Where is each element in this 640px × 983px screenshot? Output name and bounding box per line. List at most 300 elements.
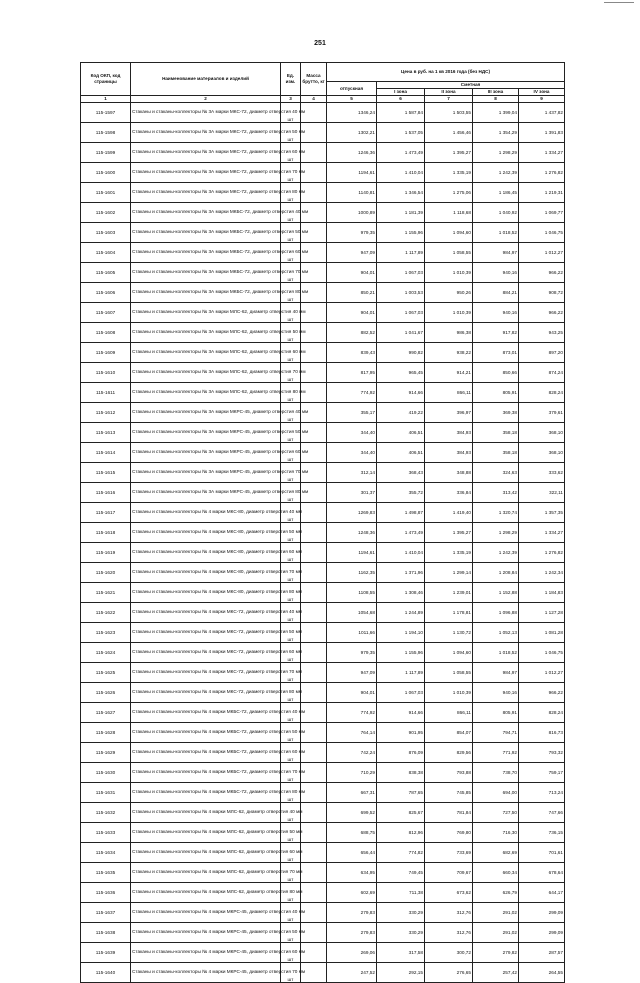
row-zone-4-price: 1 012,27 (519, 243, 565, 263)
row-zone-4-price: 1 127,28 (519, 603, 565, 623)
row-code: 115-1637 (81, 903, 131, 923)
row-unit: шт (281, 903, 301, 923)
row-zone-2-price: 396,97 (425, 403, 473, 423)
row-release-price: 764,14 (327, 723, 377, 743)
row-name: Стаканы и стаканы-коллекторы № 3А марки МКРС-45, диаметр отверстия 80 мм (131, 483, 281, 503)
table-row (81, 123, 565, 143)
row-name: Стаканы и стаканы-коллекторы № 4 марки МКБС-72, диаметр отверстия 60 мм (131, 743, 281, 763)
row-code: 115-1614 (81, 443, 131, 463)
row-zone-4-price: 644,17 (519, 883, 565, 903)
row-zone-4-price: 736,15 (519, 823, 565, 843)
row-zone-3-price: 1 096,88 (473, 603, 519, 623)
row-zone-4-price: 1 391,83 (519, 123, 565, 143)
row-zone-4-price: 1 069,77 (519, 203, 565, 223)
row-unit: шт (281, 683, 301, 703)
row-zone-3-price: 984,97 (473, 663, 519, 683)
row-name: Стаканы и стаканы-коллекторы № 4 марки МКРС-45, диаметр отверстия 70 мм (131, 963, 281, 983)
row-zone-1-price: 914,66 (377, 703, 425, 723)
table-header (81, 63, 565, 103)
header-release-price: отпускная (327, 82, 377, 96)
row-code: 115-1628 (81, 723, 131, 743)
row-code: 115-1633 (81, 823, 131, 843)
table-row (81, 603, 565, 623)
row-code: 115-1610 (81, 363, 131, 383)
row-mass (301, 843, 327, 863)
header-code: Код ОКП, код страницы (81, 63, 131, 96)
row-zone-4-price: 1 242,34 (519, 563, 565, 583)
row-mass (301, 503, 327, 523)
table-row (81, 823, 565, 843)
table-row (81, 883, 565, 903)
row-zone-4-price: 299,09 (519, 923, 565, 943)
row-release-price: 979,35 (327, 223, 377, 243)
row-zone-1-price: 1 067,03 (377, 303, 425, 323)
row-zone-2-price: 793,88 (425, 763, 473, 783)
table-row (81, 583, 565, 603)
row-name: Стаканы и стаканы-коллекторы № 4 марки МКС-72, диаметр отверстия 70 мм (131, 663, 281, 683)
row-zone-4-price: 287,57 (519, 943, 565, 963)
row-unit: шт (281, 703, 301, 723)
row-code: 115-1634 (81, 843, 131, 863)
table-row (81, 563, 565, 583)
row-name: Стаканы и стаканы-коллекторы № 3А марки МЛС-62, диаметр отверстия 80 мм (131, 383, 281, 403)
table-row (81, 503, 565, 523)
row-release-price: 247,52 (327, 963, 377, 983)
row-zone-4-price: 966,22 (519, 263, 565, 283)
row-code: 115-1638 (81, 923, 131, 943)
row-zone-4-price: 713,24 (519, 783, 565, 803)
row-zone-2-price: 1 299,14 (425, 563, 473, 583)
row-mass (301, 583, 327, 603)
row-zone-3-price: 805,91 (473, 703, 519, 723)
row-zone-3-price: 1 152,88 (473, 583, 519, 603)
row-zone-2-price: 348,88 (425, 463, 473, 483)
row-zone-1-price: 1 346,54 (377, 183, 425, 203)
row-zone-2-price: 1 419,40 (425, 503, 473, 523)
row-name: Стаканы и стаканы-коллекторы № 3А марки МКС-72, диаметр отверстия 60 мм (131, 143, 281, 163)
row-unit: шт (281, 723, 301, 743)
table-row (81, 703, 565, 723)
row-zone-4-price: 1 012,27 (519, 663, 565, 683)
row-code: 115-1616 (81, 483, 131, 503)
row-code: 115-1631 (81, 783, 131, 803)
row-name: Стаканы и стаканы-коллекторы № 3А марки МКРС-45, диаметр отверстия 70 мм (131, 463, 281, 483)
row-zone-4-price: 1 357,35 (519, 503, 565, 523)
row-unit: шт (281, 263, 301, 283)
header-zone-1: I зона (377, 89, 425, 96)
row-zone-2-price: 914,21 (425, 363, 473, 383)
row-code: 115-1635 (81, 863, 131, 883)
row-name: Стаканы и стаканы-коллекторы № 3А марки МКРС-45, диаметр отверстия 50 мм (131, 423, 281, 443)
row-code: 115-1605 (81, 263, 131, 283)
row-zone-3-price: 1 052,13 (473, 623, 519, 643)
row-zone-1-price: 1 117,89 (377, 663, 425, 683)
table-row (81, 943, 565, 963)
row-zone-3-price: 358,18 (473, 443, 519, 463)
row-code: 115-1597 (81, 103, 131, 123)
row-zone-3-price: 850,66 (473, 363, 519, 383)
row-zone-3-price: 738,70 (473, 763, 519, 783)
row-release-price: 602,69 (327, 883, 377, 903)
row-name: Стаканы и стаканы-коллекторы № 4 марки МКБС-72, диаметр отверстия 40 мм (131, 703, 281, 723)
row-code: 115-1603 (81, 223, 131, 243)
column-number: 3 (281, 96, 301, 103)
row-code: 115-1598 (81, 123, 131, 143)
row-zone-3-price: 660,34 (473, 863, 519, 883)
table-row (81, 903, 565, 923)
row-unit: шт (281, 863, 301, 883)
column-number: 7 (425, 96, 473, 103)
row-zone-2-price: 1 503,55 (425, 103, 473, 123)
row-unit: шт (281, 483, 301, 503)
row-zone-2-price: 866,11 (425, 703, 473, 723)
row-zone-4-price: 264,55 (519, 963, 565, 983)
row-unit: шт (281, 283, 301, 303)
row-release-price: 850,21 (327, 283, 377, 303)
table-row (81, 683, 565, 703)
row-zone-3-price: 369,38 (473, 403, 519, 423)
row-zone-3-price: 940,16 (473, 683, 519, 703)
row-zone-2-price: 781,84 (425, 803, 473, 823)
row-release-price: 269,06 (327, 943, 377, 963)
row-zone-3-price: 884,21 (473, 283, 519, 303)
row-code: 115-1620 (81, 563, 131, 583)
row-zone-4-price: 1 046,75 (519, 643, 565, 663)
column-number: 6 (377, 96, 425, 103)
row-release-price: 1346,24 (327, 103, 377, 123)
row-zone-3-price: 313,42 (473, 483, 519, 503)
table-row (81, 423, 565, 443)
row-mass (301, 643, 327, 663)
row-name: Стаканы и стаканы-коллекторы № 4 марки МЛС-62, диаметр отверстия 40 мм (131, 803, 281, 823)
row-zone-4-price: 966,22 (519, 303, 565, 323)
row-zone-3-price: 257,42 (473, 963, 519, 983)
row-release-price: 882,52 (327, 323, 377, 343)
row-release-price: 742,24 (327, 743, 377, 763)
row-zone-3-price: 1 040,92 (473, 203, 519, 223)
row-unit: шт (281, 163, 301, 183)
row-zone-4-price: 874,24 (519, 363, 565, 383)
row-name: Стаканы и стаканы-коллекторы № 4 марки МКС-72, диаметр отверстия 50 мм (131, 623, 281, 643)
row-unit: шт (281, 403, 301, 423)
row-zone-1-price: 292,15 (377, 963, 425, 983)
row-zone-1-price: 1 067,03 (377, 263, 425, 283)
row-name: Стаканы и стаканы-коллекторы № 3А марки МКБС-72, диаметр отверстия 80 мм (131, 283, 281, 303)
row-unit: шт (281, 803, 301, 823)
row-release-price: 634,95 (327, 863, 377, 883)
row-zone-2-price: 709,67 (425, 863, 473, 883)
row-zone-3-price: 1 354,29 (473, 123, 519, 143)
row-zone-1-price: 965,45 (377, 363, 425, 383)
row-name: Стаканы и стаканы-коллекторы № 3А марки МКРС-45, диаметр отверстия 60 мм (131, 443, 281, 463)
row-code: 115-1632 (81, 803, 131, 823)
row-zone-4-price: 1 276,82 (519, 163, 565, 183)
row-name: Стаканы и стаканы-коллекторы № 3А марки МЛС-62, диаметр отверстия 60 мм (131, 343, 281, 363)
row-zone-3-price: 1 298,29 (473, 523, 519, 543)
row-release-price: 1246,36 (327, 143, 377, 163)
table-row (81, 643, 565, 663)
row-release-price: 279,83 (327, 923, 377, 943)
row-zone-3-price: 984,97 (473, 243, 519, 263)
row-zone-2-price: 733,69 (425, 843, 473, 863)
row-code: 115-1622 (81, 603, 131, 623)
row-release-price: 1000,89 (327, 203, 377, 223)
row-zone-3-price: 324,63 (473, 463, 519, 483)
table-row (81, 923, 565, 943)
row-zone-4-price: 299,09 (519, 903, 565, 923)
row-zone-2-price: 384,93 (425, 423, 473, 443)
row-zone-3-price: 1 018,52 (473, 643, 519, 663)
row-unit: шт (281, 523, 301, 543)
table-row (81, 283, 565, 303)
row-zone-2-price: 829,56 (425, 743, 473, 763)
row-zone-1-price: 1 308,46 (377, 583, 425, 603)
row-zone-3-price: 1 018,52 (473, 223, 519, 243)
row-zone-2-price: 384,93 (425, 443, 473, 463)
row-unit: шт (281, 463, 301, 483)
row-zone-3-price: 873,01 (473, 343, 519, 363)
table-row (81, 483, 565, 503)
row-release-price: 1269,83 (327, 503, 377, 523)
table-row (81, 403, 565, 423)
row-code: 115-1617 (81, 503, 131, 523)
row-code: 115-1639 (81, 943, 131, 963)
row-zone-4-price: 701,61 (519, 843, 565, 863)
table-row (81, 963, 565, 983)
row-zone-3-price: 291,02 (473, 903, 519, 923)
row-code: 115-1602 (81, 203, 131, 223)
row-zone-1-price: 825,67 (377, 803, 425, 823)
row-zone-1-price: 1 410,04 (377, 543, 425, 563)
row-zone-2-price: 673,62 (425, 883, 473, 903)
row-zone-4-price: 897,20 (519, 343, 565, 363)
row-unit: шт (281, 183, 301, 203)
row-unit: шт (281, 643, 301, 663)
row-name: Стаканы и стаканы-коллекторы № 3А марки МКБС-72, диаметр отверстия 60 мм (131, 243, 281, 263)
table-row (81, 223, 565, 243)
row-zone-1-price: 1 117,89 (377, 243, 425, 263)
row-zone-1-price: 914,66 (377, 383, 425, 403)
row-release-price: 344,40 (327, 423, 377, 443)
row-release-price: 947,09 (327, 663, 377, 683)
row-unit: шт (281, 343, 301, 363)
table-row (81, 743, 565, 763)
row-release-price: 344,40 (327, 443, 377, 463)
row-name: Стаканы и стаканы-коллекторы № 4 марки МКС-72, диаметр отверстия 80 мм (131, 683, 281, 703)
row-name: Стаканы и стаканы-коллекторы № 4 марки МЛС-62, диаметр отверстия 80 мм (131, 883, 281, 903)
row-unit: шт (281, 223, 301, 243)
table-row (81, 843, 565, 863)
row-zone-4-price: 1 334,27 (519, 523, 565, 543)
row-unit: шт (281, 663, 301, 683)
row-zone-3-price: 716,30 (473, 823, 519, 843)
row-zone-2-price: 1 094,60 (425, 643, 473, 663)
row-zone-2-price: 1 335,19 (425, 543, 473, 563)
row-zone-1-price: 1 498,87 (377, 503, 425, 523)
header-name: Наименование материалов и изделий (131, 63, 281, 96)
row-name: Стаканы и стаканы-коллекторы № 3А марки МКБС-72, диаметр отверстия 50 мм (131, 223, 281, 243)
row-zone-2-price: 1 118,68 (425, 203, 473, 223)
row-name: Стаканы и стаканы-коллекторы № 4 марки МЛС-62, диаметр отверстия 70 мм (131, 863, 281, 883)
table-row (81, 363, 565, 383)
row-unit: шт (281, 743, 301, 763)
table-row (81, 163, 565, 183)
row-code: 115-1609 (81, 343, 131, 363)
row-zone-4-price: 1 219,31 (519, 183, 565, 203)
row-name: Стаканы и стаканы-коллекторы № 4 марки МКБС-72, диаметр отверстия 50 мм (131, 723, 281, 743)
row-name: Стаканы и стаканы-коллекторы № 4 марки МЛС-62, диаметр отверстия 60 мм (131, 843, 281, 863)
row-zone-2-price: 1 094,60 (425, 223, 473, 243)
row-zone-1-price: 1 194,10 (377, 623, 425, 643)
row-zone-4-price: 966,22 (519, 683, 565, 703)
row-release-price: 1108,55 (327, 583, 377, 603)
row-code: 115-1627 (81, 703, 131, 723)
row-zone-2-price: 1 178,81 (425, 603, 473, 623)
row-release-price: 279,83 (327, 903, 377, 923)
row-zone-2-price: 1 456,46 (425, 123, 473, 143)
row-zone-2-price: 336,84 (425, 483, 473, 503)
row-unit: шт (281, 123, 301, 143)
row-zone-1-price: 838,38 (377, 763, 425, 783)
row-release-price: 710,29 (327, 763, 377, 783)
row-unit: шт (281, 943, 301, 963)
table-row (81, 663, 565, 683)
row-code: 115-1630 (81, 763, 131, 783)
row-name: Стаканы и стаканы-коллекторы № 3А марки МКБС-72, диаметр отверстия 40 мм (131, 203, 281, 223)
column-number: 8 (473, 96, 519, 103)
row-unit: шт (281, 103, 301, 123)
row-release-price: 1302,21 (327, 123, 377, 143)
row-zone-3-price: 1 242,39 (473, 543, 519, 563)
row-zone-4-price: 828,24 (519, 383, 565, 403)
row-zone-4-price: 1 184,83 (519, 583, 565, 603)
row-release-price: 904,01 (327, 303, 377, 323)
row-name: Стаканы и стаканы-коллекторы № 3А марки МКС-72, диаметр отверстия 50 мм (131, 123, 281, 143)
row-name: Стаканы и стаканы-коллекторы № 3А марки МЛС-62, диаметр отверстия 50 мм (131, 323, 281, 343)
row-unit: шт (281, 763, 301, 783)
row-zone-1-price: 876,09 (377, 743, 425, 763)
row-release-price: 979,35 (327, 643, 377, 663)
row-release-price: 301,37 (327, 483, 377, 503)
row-code: 115-1629 (81, 743, 131, 763)
row-release-price: 1194,61 (327, 543, 377, 563)
row-zone-4-price: 1 276,82 (519, 543, 565, 563)
row-zone-3-price: 626,79 (473, 883, 519, 903)
row-zone-2-price: 276,65 (425, 963, 473, 983)
row-unit: шт (281, 443, 301, 463)
row-name: Стаканы и стаканы-коллекторы № 3А марки МКРС-45, диаметр отверстия 40 мм (131, 403, 281, 423)
row-zone-4-price: 322,11 (519, 483, 565, 503)
row-name: Стаканы и стаканы-коллекторы № 4 марки МКС-80, диаметр отверстия 80 мм (131, 583, 281, 603)
table-row (81, 463, 565, 483)
row-zone-2-price: 1 239,01 (425, 583, 473, 603)
row-release-price: 904,01 (327, 683, 377, 703)
row-code: 115-1625 (81, 663, 131, 683)
row-zone-1-price: 711,38 (377, 883, 425, 903)
row-code: 115-1606 (81, 283, 131, 303)
table-row (81, 303, 565, 323)
row-name: Стаканы и стаканы-коллекторы № 4 марки МЛС-62, диаметр отверстия 50 мм (131, 823, 281, 843)
row-unit: шт (281, 823, 301, 843)
row-zone-2-price: 1 395,27 (425, 523, 473, 543)
row-zone-2-price: 950,26 (425, 283, 473, 303)
row-zone-3-price: 682,69 (473, 843, 519, 863)
column-number: 1 (81, 96, 131, 103)
row-name: Стаканы и стаканы-коллекторы № 4 марки МКС-80, диаметр отверстия 70 мм (131, 563, 281, 583)
row-release-price: 1162,35 (327, 563, 377, 583)
row-code: 115-1640 (81, 963, 131, 983)
row-zone-4-price: 1 046,75 (519, 223, 565, 243)
header-estimate-price: Сметная (377, 82, 565, 89)
row-zone-1-price: 419,22 (377, 403, 425, 423)
row-zone-1-price: 774,82 (377, 843, 425, 863)
row-release-price: 688,75 (327, 823, 377, 843)
row-release-price: 947,09 (327, 243, 377, 263)
row-zone-1-price: 368,43 (377, 463, 425, 483)
row-zone-1-price: 1 067,03 (377, 683, 425, 703)
row-zone-4-price: 1 334,27 (519, 143, 565, 163)
row-zone-3-price: 940,16 (473, 263, 519, 283)
row-zone-1-price: 1 003,53 (377, 283, 425, 303)
row-zone-2-price: 769,80 (425, 823, 473, 843)
row-zone-3-price: 1 399,04 (473, 103, 519, 123)
row-release-price: 1248,36 (327, 523, 377, 543)
header-zone-4: IV зона (519, 89, 565, 96)
row-zone-2-price: 1 275,06 (425, 183, 473, 203)
row-zone-1-price: 1 181,39 (377, 203, 425, 223)
table-row (81, 103, 565, 123)
page-number: 251 (314, 40, 326, 47)
row-zone-1-price: 317,58 (377, 943, 425, 963)
header-mass: Масса брутто, кг (301, 63, 327, 96)
row-zone-4-price: 368,10 (519, 443, 565, 463)
table-row (81, 803, 565, 823)
row-mass (301, 883, 327, 903)
row-zone-3-price: 291,02 (473, 923, 519, 943)
row-zone-4-price: 908,72 (519, 283, 565, 303)
row-zone-3-price: 771,92 (473, 743, 519, 763)
row-name: Стаканы и стаканы-коллекторы № 4 марки МКБС-72, диаметр отверстия 70 мм (131, 763, 281, 783)
row-zone-1-price: 901,95 (377, 723, 425, 743)
row-zone-4-price: 333,62 (519, 463, 565, 483)
row-zone-2-price: 300,72 (425, 943, 473, 963)
row-zone-2-price: 1 335,19 (425, 163, 473, 183)
row-zone-1-price: 1 587,84 (377, 103, 425, 123)
row-code: 115-1618 (81, 523, 131, 543)
row-zone-4-price: 678,64 (519, 863, 565, 883)
row-zone-1-price: 1 041,67 (377, 323, 425, 343)
row-zone-1-price: 1 473,49 (377, 523, 425, 543)
row-code: 115-1600 (81, 163, 131, 183)
row-code: 115-1607 (81, 303, 131, 323)
row-zone-1-price: 406,51 (377, 443, 425, 463)
row-name: Стаканы и стаканы-коллекторы № 3А марки МКС-72, диаметр отверстия 70 мм (131, 163, 281, 183)
row-code: 115-1613 (81, 423, 131, 443)
row-zone-2-price: 1 058,55 (425, 663, 473, 683)
row-zone-2-price: 1 058,55 (425, 243, 473, 263)
row-code: 115-1621 (81, 583, 131, 603)
row-zone-2-price: 866,11 (425, 383, 473, 403)
row-release-price: 699,52 (327, 803, 377, 823)
row-unit: шт (281, 503, 301, 523)
column-number: 4 (301, 96, 327, 103)
table-row (81, 263, 565, 283)
row-code: 115-1604 (81, 243, 131, 263)
column-number: 5 (327, 96, 377, 103)
row-release-price: 904,01 (327, 263, 377, 283)
row-zone-1-price: 787,65 (377, 783, 425, 803)
row-unit: шт (281, 363, 301, 383)
